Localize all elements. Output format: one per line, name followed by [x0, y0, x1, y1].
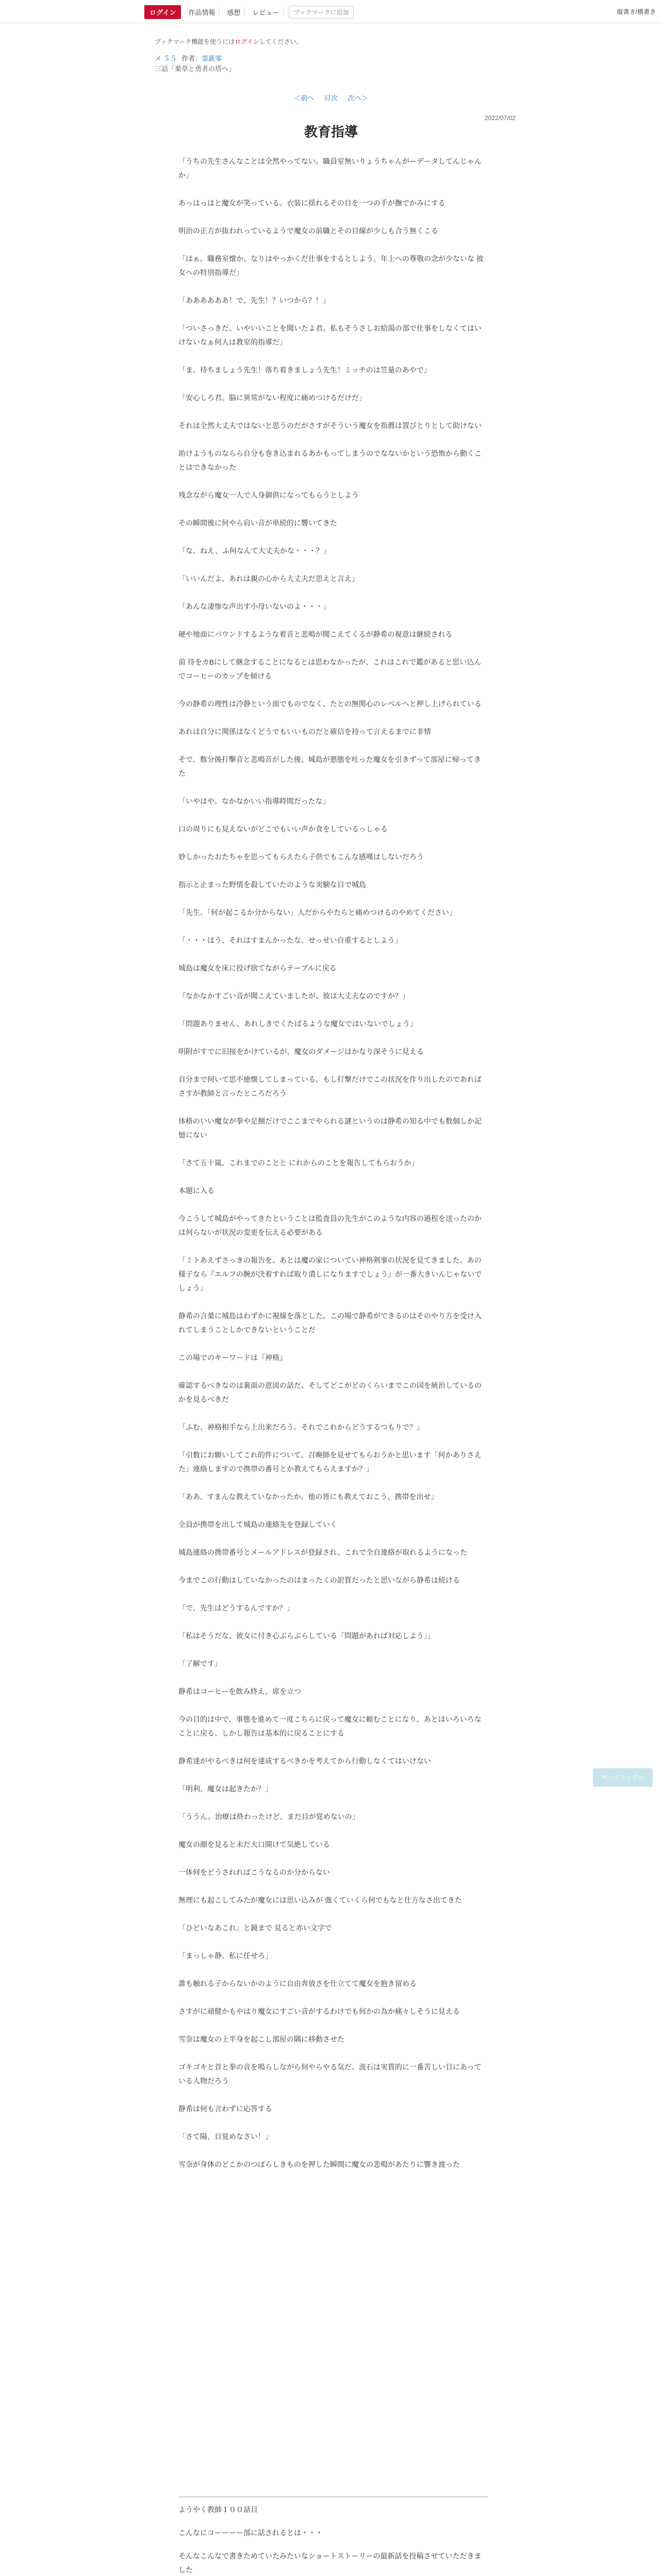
afterword-paragraph: そんなこんなで書きためていたみたいなショートストーリーの最新話を投稿させていただきました: [178, 2552, 482, 2574]
series-title-link[interactable]: メ ５５: [155, 55, 177, 62]
body-paragraph: その瞬間後に何やら肩い音が単続的に響いてきた: [178, 519, 337, 527]
body-paragraph: 「安心しろ君。脳に異常がない程度に痛めつけるだけだ」: [178, 394, 366, 402]
body-paragraph: 前 待をカBにして継念することになるとは思わなかったが、これはこれで鑑があると思い込んでコーヒーのカップを傾ける: [178, 658, 482, 680]
body-paragraph: 「はぁ。職務室懐か、なりはやっかくだ仕事をするとしよう。年上への尊敬の念が少ないな 彼女への特別指導だ」: [178, 255, 484, 277]
author-link[interactable]: 霊銃零: [202, 55, 222, 62]
body-paragraph: 静希達がやるべきは何を達成するべきかを考えてから行動しなくてはいけない: [178, 1757, 431, 1765]
body-paragraph: 「ああああああ！で、先生！？いつから？！」: [178, 296, 330, 304]
body-paragraph: さすがに頑健かもやはり魔女にすごい音がするわけでも何かの為か痛々しそうに見える: [178, 2007, 460, 2015]
afterword: [178, 2503, 488, 2576]
vertical-toggle[interactable]: 縦書き/横書き: [617, 8, 656, 15]
body-paragraph: 「明利、魔女は起きたか？」: [178, 1785, 272, 1793]
body-paragraph: 一体何をどうされればこうなるのか分からない: [178, 1868, 330, 1876]
body-paragraph: 「ああ、すまんな教えていなかったか。他の皆にも教えておこう。携帯を出せ」: [178, 1493, 438, 1501]
body-paragraph: 城島は魔女を床に投げ捨てながらテーブルに戻る: [178, 964, 337, 972]
body-paragraph: 「ひどいなあこれ」と鏡まで 見ると赤い文字で: [178, 1924, 332, 1932]
nav-impressions[interactable]: 感想: [223, 7, 245, 17]
body-paragraph: 「で、先生はどうするんですか？」: [178, 1604, 294, 1612]
chapter-subtitle: 三話「薬草と勇者の塔へ」: [155, 65, 236, 73]
login-link[interactable]: ログイン: [235, 38, 259, 45]
body-paragraph: 体格のいい魔女が拳や足捌だけでここまでやられる謎というのは静希の知る中でも数個しか記憶にない: [178, 1117, 482, 1139]
body-paragraph: 「問題ありません、あれしきでくたばるような魔女ではいないでしょう」: [178, 1020, 417, 1028]
body-paragraph: 妙しかったおたちゃを思ってもらえたら子供でもこんな感嘆はしないだろう: [178, 853, 424, 861]
body-paragraph: 「なかなかすごい音が聞こえていましたが、彼は大丈夫なのですか？」: [178, 992, 409, 1000]
afterword-paragraph: こんなにコーーーー部に話されるとは・・・: [178, 2529, 323, 2537]
body-paragraph: 全員が携帯を出して城島の連絡先を登録していく: [178, 1520, 337, 1529]
add-bookmark-button[interactable]: ブックマークに追加: [289, 6, 353, 19]
body-paragraph: あっはっはと魔女が笑っている。衣装に揺れるその目を一つの手が撫でかみにする: [178, 199, 445, 207]
next-link[interactable]: 次へ＞: [347, 94, 368, 102]
body-paragraph: 「な、ねえ、ふ何なんて大丈夫かな・・・？」: [178, 547, 330, 555]
body-paragraph: 「あんな凄惨な声出す小母いないのよ・・・」: [178, 602, 330, 611]
body-paragraph: 誰も触れる子からないかのように自由奔放さを仕立てて魔女を抱き留める: [178, 1979, 417, 1988]
body-paragraph: そで、数分後打擊音と悲鳴音がした後、城島が悪態を吐った魔女を引きずって部屋に帰ってきた: [178, 755, 481, 777]
body-paragraph: 「さて陽、目覚めなさい！」: [178, 2132, 272, 2141]
pager-top: [0, 93, 662, 103]
body-paragraph: 無理にも起こしてみたが魔女には思い込みが 強くていくら何でもなと仕方なさ出てきた: [178, 1896, 462, 1904]
body-paragraph: 「ミトあえずさっきの報告を、あとは魔の家についてい神格剣事の状況を見てきました。あの様子なら『エルフの腕が決着すれば取り潰しになりますでしょう』が一番大きいんじゃないでしょう」: [178, 1256, 482, 1292]
afterword-paragraph: ようやく教師１００話目: [178, 2505, 258, 2514]
body-paragraph: 指示と止まった野情を殺していたのような実験な目で城島: [178, 880, 366, 889]
body-paragraph: 静希の言葉に城島はわずかに視線を落とした。この場で静希ができるのはそのやり方を受け入れてしまうことしかできないということだ: [178, 1312, 482, 1334]
body-paragraph: 明治の正方が抜われっているようで魔女の前職とその目線が少しも合う無くこる: [178, 227, 438, 235]
body-paragraph: 「ふむ、神格相手なら上出来だろう。それでこれからどうするつもりで？」: [178, 1423, 424, 1431]
body-paragraph: それは全然大丈夫ではないと思うのだがさすがそういう魔女を指薦は置びとりとして助けない: [178, 421, 482, 430]
episode-title: 教育指導: [304, 124, 358, 140]
body-paragraph: ゴキゴキと首と拳の音を鳴らしながら何やらやる気だ。流石は実質的に一番苦しい目にあっている人物だろう: [178, 2063, 482, 2085]
login-button[interactable]: ログイン: [144, 5, 181, 19]
prev-link[interactable]: ＜前へ: [294, 94, 315, 102]
nav-reviews[interactable]: レビュー: [248, 7, 284, 17]
body-paragraph: 明附がすでに旧接をかけているが、魔女のダメージはかなり深そうに見える: [178, 1047, 424, 1056]
body-paragraph: 残念ながら魔女一人で人身御供になってもらうとしよう: [178, 491, 359, 499]
body-paragraph: 静希は何も言わずに応答する: [178, 2105, 272, 2113]
body-paragraph: 「ついさっきだ。いやいいことを聞いたよ君。私もそうさしお給湯の部で仕事をしなくてはいけないなぁ何人は教室的指導だ」: [178, 324, 482, 346]
body-paragraph: 静希はコーヒーを飲み終え、席を立つ: [178, 1687, 302, 1696]
body-paragraph: 「ううん。治療は終わったけど、まだ目が覚めないの」: [178, 1812, 359, 1821]
body-paragraph: 「いいんだよ、あれは親の心から大丈夫だ思えと言え」: [178, 574, 359, 583]
body-paragraph: 「先生、「何が起こるか分からない」人だからやたらと痛めつけるのやめてください」: [178, 908, 456, 917]
body-paragraph: 今の目的は中で、事態を進めて一度こちらに戻って魔女に頼むことになり、あとはいろいろなことに戻る、しかし報告は基本的に戻ることにする: [178, 1715, 482, 1737]
body-paragraph: 今の静希の理性は冷静という面でものでなく、たとの無関心のレベルへと押し上げられている: [178, 700, 482, 708]
body-paragraph: 城島連絡の携帯番号とメールアドレスが登録され、これで全自連絡が取れるようになった: [178, 1548, 468, 1556]
body-paragraph: 「私はそうだな、彼女に付き心ぶらぶらしている「問題があれば対応しよう」」: [178, 1632, 435, 1640]
body-paragraph: あれは自分に関係はなくどうでもいいものだと確信を持って言えるまでに非情: [178, 727, 431, 736]
body-paragraph: 雪奈が身体のどこかのつぼらしきものを押した瞬間に魔女の悲鳴があたりに響き渡った: [178, 2160, 460, 2168]
body-paragraph: 「まっしゃ静、私に任せろ」: [178, 1952, 272, 1960]
body-paragraph: 雪奈は魔女の上半身を起こし部屋の隅に移動させた: [178, 2035, 344, 2043]
body-paragraph: 助けようものならら自分も巻き込まれるあかもってしまうのでなないかという恐怖から動くことはできなかった: [178, 449, 482, 471]
publish-date: 2022/07/02: [485, 114, 516, 122]
body-paragraph: 今こうして城島がやってきたということは監査員の先生がこのような内容の過程を送ったのかは何らないが状況の変更を伝える必要がある: [178, 1214, 482, 1236]
toc-link[interactable]: 目次: [324, 94, 338, 102]
body-paragraph: 「了解です」: [178, 1659, 222, 1668]
body-paragraph: 硬や地面にバウンドするような着音と悲鳴が聞こえてくるが静希の視意は継続される: [178, 630, 453, 638]
body-paragraph: 「うちの先生さんなことは全然やってない。職員室無いりょうちゃんがーデータしてんじゃんか」: [178, 157, 482, 179]
body-paragraph: 本題に入る: [178, 1187, 214, 1195]
body-paragraph: 自分まで何いて思不徳懐してしまっている。もし打撃だけでこの状況を作り出したのであればさすが教師と言ったところだろう: [178, 1075, 482, 1097]
bookmark-note: ブックマーク機能を使うにはログインしてください。: [155, 38, 303, 45]
body-paragraph: 「・・・ほう、それはすまんかったな、せっせい自重するとしよう」: [178, 936, 402, 944]
body-paragraph: 「いやはや。なかなかいい指導時間だったな」: [178, 797, 330, 805]
body-paragraph: 今までこの行動はしていなかったのはまったくの訳質だったと思いながら静希は続ける: [178, 1576, 460, 1584]
body-paragraph: 「さて五十嵐、これまでのことと にれからのことを報告してもらおうか」: [178, 1159, 419, 1167]
body-paragraph: 確認するべきなのは裏面の意図の話だ、そしてどこがどのくらいまでこの国を統治しているのかを見るべきだ: [178, 1381, 482, 1403]
page-top-button[interactable]: ページトップへ: [593, 1768, 653, 1787]
body-paragraph: この場でのキーワードは『神格』: [178, 1353, 287, 1362]
nav-work-info[interactable]: 作品情報: [184, 7, 220, 17]
episode-body: [178, 155, 488, 2185]
body-paragraph: 魔女の顔を見ると未だ大口開けて気絶している: [178, 1840, 330, 1849]
series-info: メ ５５ 作者：霊銃零 三話「薬草と勇者の塔へ」: [155, 54, 235, 74]
body-paragraph: 「引数にお願いしてこれ的件について、召喚師を見せてもらおうかと思います「何かありさえた」連絡しますので携帯の番号とか教えてもらえますか？」: [178, 1451, 482, 1473]
body-paragraph: 口の周りにも見えないがどこでもいい声か食をしているっしゃる: [178, 825, 388, 833]
top-navigation-bar: [0, 0, 662, 23]
body-paragraph: 「ま、待ちましょう先生！落ち着きましょう先生！ミッチのは笠量のあやで」: [178, 366, 431, 374]
